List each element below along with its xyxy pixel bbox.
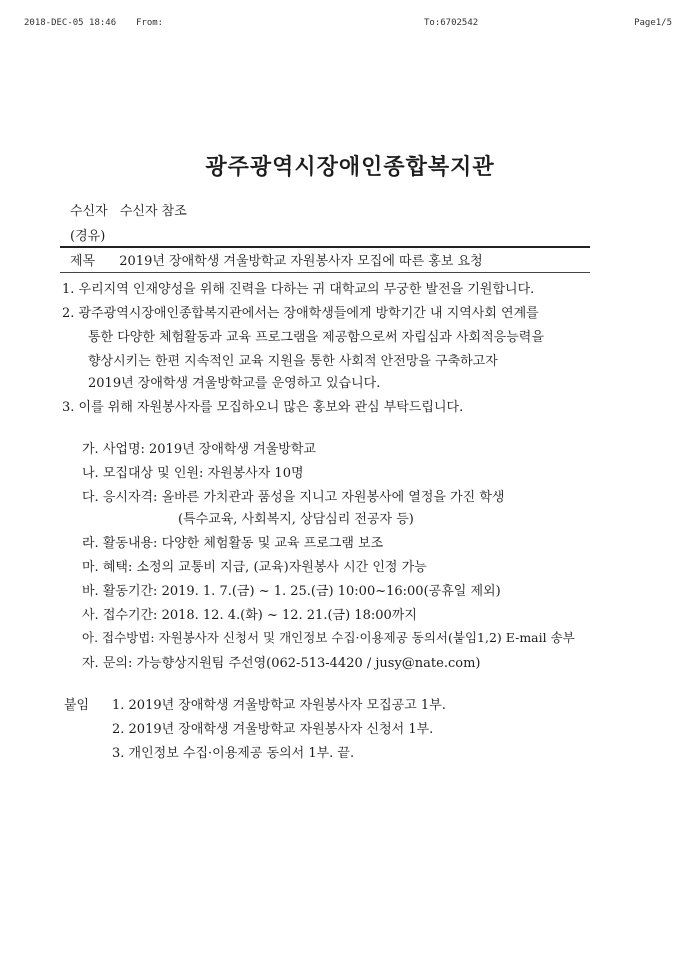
body-item-2-cont: 향상시키는 한편 지속적인 교육 지원을 통한 사회적 안전망을 구축하고자	[88, 354, 498, 369]
body-item-2-cont: 2019년 장애학생 겨울방학교를 운영하고 있습니다.	[88, 376, 381, 391]
subject-bottom-rule	[60, 272, 590, 273]
subject-label: 제목	[70, 254, 96, 269]
subject-row	[70, 250, 483, 269]
body-item-1: 1. 우리지역 인재양성을 위해 진력을 다하는 귀 대학교의 무궁한 발전을 기원합니다.	[62, 282, 535, 297]
body-item-2: 2. 광주광역시장애인종합복지관에서는 장애학생들에게 방학기간 내 지역사회 연계를	[62, 306, 539, 321]
attachment-item: 2. 2019년 장애학생 겨울방학교 자원봉사자 신청서 1부.	[112, 722, 434, 737]
body-item-2-cont: 통한 다양한 체험활동과 교육 프로그램을 제공함으로써 자립심과 사회적응능력을	[88, 330, 544, 345]
detail-item-cont: (특수교육, 사회복지, 상담심리 전공자 등)	[178, 512, 414, 527]
attachments-label: 붙임	[64, 698, 90, 713]
fax-header	[24, 18, 672, 32]
detail-item: 라. 활동내용: 다양한 체험활동 및 교육 프로그램 보조	[82, 536, 384, 551]
fax-to: To:6702542	[424, 18, 479, 28]
recipient-value: 수신자 참조	[119, 204, 187, 219]
fax-page: Page1/5	[634, 18, 672, 28]
detail-item: 사. 접수기간: 2018. 12. 4.(화) ~ 12. 21.(금) 18:00까지	[82, 608, 417, 623]
body-item-3: 3. 이를 위해 자원봉사자를 모집하오니 많은 홍보와 관심 부탁드립니다.	[62, 400, 464, 415]
detail-item: 바. 활동기간: 2019. 1. 7.(금) ~ 1. 25.(금) 10:00~16:00(공휴일 제외)	[82, 584, 501, 599]
subject-value: 2019년 장애학생 겨울방학교 자원봉사자 모집에 따른 홍보 요청	[119, 254, 483, 269]
attachment-item: 1. 2019년 장애학생 겨울방학교 자원봉사자 모집공고 1부.	[112, 698, 446, 713]
detail-item: 가. 사업명: 2019년 장애학생 겨울방학교	[82, 442, 316, 457]
recipient-row	[70, 200, 187, 219]
detail-item: 아. 접수방법: 자원봉사자 신청서 및 개인정보 수집·이용제공 동의서(붙임1,2) E-mail 송부	[82, 630, 575, 645]
fax-datetime: 2018-DEC-05 18:46	[24, 18, 117, 28]
detail-item: 마. 혜택: 소정의 교통비 지급, (교육)자원봉사 시간 인정 가능	[82, 560, 427, 575]
via-line: (경유)	[70, 229, 106, 244]
detail-item: 다. 응시자격: 올바른 가치관과 품성을 지니고 자원봉사에 열정을 가진 학생	[82, 490, 505, 505]
recipient-label: 수신자	[70, 204, 108, 219]
document-title: 광주광역시장애인종합복지관	[205, 154, 495, 180]
detail-item: 나. 모집대상 및 인원: 자원봉사자 10명	[82, 466, 304, 481]
detail-item: 자. 문의: 가능향상지원팀 주선영(062-513-4420 / jusy@nate.com)	[82, 656, 481, 671]
attachment-item: 3. 개인정보 수집·이용제공 동의서 1부. 끝.	[112, 746, 355, 761]
fax-from: From:	[136, 18, 164, 28]
subject-top-rule	[60, 246, 590, 248]
